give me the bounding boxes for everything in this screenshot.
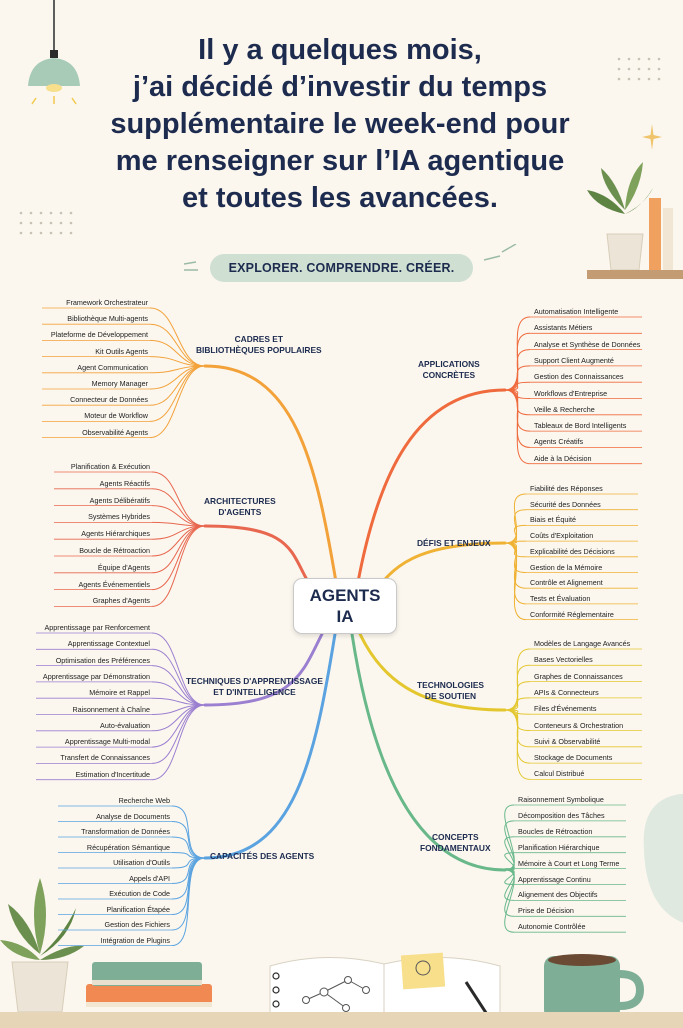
leaf-item: Tests et Évaluation <box>530 593 591 603</box>
leaf-connector <box>150 366 205 405</box>
leaf-item: Planification Étapée <box>106 904 170 914</box>
leaf-item: Apprentissage par Démonstration <box>42 671 150 681</box>
leaf-item: Assistants Métiers <box>534 323 593 333</box>
center-node <box>293 578 397 634</box>
headline-line: supplémentaire le week-end pour <box>110 108 570 140</box>
branch-title-line: ET D'INTELLIGENCE <box>213 687 296 697</box>
branch-title-line: TECHNOLOGIES <box>417 680 485 690</box>
branch-trunk <box>205 526 310 585</box>
leaf-item: Stockage de Documents <box>534 753 613 763</box>
leaf-item: Workflows d'Entreprise <box>534 388 608 398</box>
leaf-item: Mémoire et Rappel <box>89 688 150 698</box>
leaf-item: Apprentissage Continu <box>518 874 591 884</box>
headline-line: et toutes les avancées. <box>182 182 498 214</box>
leaf-item: Décomposition des Tâches <box>518 810 605 820</box>
leaf-item: Alignement des Objectifs <box>518 890 598 900</box>
leaf-connector <box>150 366 205 421</box>
branch-trunk <box>205 366 336 582</box>
branch-trunk <box>205 634 335 858</box>
leaf-item: Sécurité des Données <box>530 499 601 509</box>
leaf-item: APIs & Connecteurs <box>534 687 599 697</box>
leaf-item: Calcul Distribué <box>534 769 585 779</box>
leaf-item: Appels d'API <box>129 873 170 883</box>
leaf-item: Agents Créatifs <box>534 437 584 447</box>
leaf-item: Coûts d'Exploitation <box>530 531 594 541</box>
leaf-item: Framework Orchestrateur <box>66 298 148 307</box>
leaf-item: Conformité Réglementaire <box>530 609 614 619</box>
leaf-item: Modèles de Langage Avancés <box>534 639 631 648</box>
leaf-item: Conteneurs & Orchestration <box>534 720 624 730</box>
branch-title-line: D'AGENTS <box>218 507 262 517</box>
branch-title-line: BIBLIOTHÈQUES POPULAIRES <box>196 345 322 355</box>
branch-title <box>420 832 491 854</box>
leaf-item: Graphes de Connaissances <box>534 671 623 681</box>
leaf-item: Agents Réactifs <box>99 478 150 488</box>
leaf-item: Graphes d'Agents <box>92 596 150 606</box>
leaf-item: Kit Outils Agents <box>95 346 148 356</box>
leaf-item: Apprentissage Multi-modal <box>64 737 150 747</box>
leaf-item: Veille & Recherche <box>534 404 595 414</box>
headline-line: j’ai décidé d’investir du temps <box>132 71 548 103</box>
leaf-connector <box>152 472 205 526</box>
leaf-connector <box>505 821 515 870</box>
leaf-item: Recherche Web <box>118 796 170 805</box>
leaf-item: Boucle de Rétroaction <box>79 546 150 555</box>
leaf-item: Analyse de Documents <box>96 811 170 821</box>
leaf-item: Gestion des Connaissances <box>534 372 624 382</box>
branch-title-line: ARCHITECTURES <box>204 496 276 506</box>
leaf-connector <box>505 382 530 390</box>
leaf-item: Auto-évaluation <box>100 720 150 730</box>
leaf-item: Explicabilité des Décisions <box>530 546 615 556</box>
leaf-connector <box>505 543 526 620</box>
leaf-item: Prise de Décision <box>518 906 574 916</box>
leaf-item: Transformation de Données <box>81 827 170 836</box>
leaf-item: Observabilité Agents <box>82 427 148 437</box>
leaf-item: Aide à la Décision <box>534 453 592 463</box>
leaf-item: Gestion des Fichiers <box>104 920 170 929</box>
leaf-item: Autonomie Contrôlée <box>518 922 586 932</box>
branch-title <box>196 334 322 356</box>
leaf-item: Analyse et Synthèse de Données <box>534 339 641 349</box>
leaf-connector <box>152 526 205 556</box>
leaf-connector <box>152 705 205 780</box>
leaf-item: Transfert de Connaissances <box>60 753 150 763</box>
leaf-item: Intégration de Plugins <box>100 935 170 945</box>
headline-line: Il y a quelques mois, <box>198 34 482 66</box>
branch-title-line: DÉFIS ET ENJEUX <box>417 538 491 548</box>
leaf-item: Utilisation d'Outils <box>113 858 170 867</box>
leaf-item: Agent Communication <box>77 362 148 372</box>
branch-title <box>186 676 323 698</box>
leaf-item: Suivi & Observabilité <box>534 736 601 746</box>
leaf-connector <box>152 489 205 526</box>
leaf-item: Fiabilité des Réponses <box>530 484 603 493</box>
branch-title-line: FONDAMENTAUX <box>420 843 491 853</box>
leaf-item: Support Client Augmenté <box>534 355 614 365</box>
leaf-connector <box>150 366 205 438</box>
leaf-connector <box>152 526 205 590</box>
tagline: EXPLORER. COMPRENDRE. CRÉER. <box>210 254 473 282</box>
leaf-item: Planification Hiérarchique <box>518 842 600 852</box>
leaf-item: Memory Manager <box>91 379 148 388</box>
branch-title-line: CAPACITÉS DES AGENTS <box>210 851 315 861</box>
leaf-item: Connecteur de Données <box>70 395 148 405</box>
leaf-item: Plateforme de Développement <box>50 330 148 340</box>
branch-title-line: DE SOUTIEN <box>424 691 477 701</box>
leaf-connector <box>152 526 205 606</box>
leaf-item: Agents Délibératifs <box>89 495 150 505</box>
leaf-item: Biais et Équité <box>530 515 576 525</box>
leaf-item: Gestion de la Mémoire <box>530 562 603 572</box>
headline-line: me renseigner sur l’IA agentique <box>115 145 565 177</box>
leaf-item: Apprentissage par Renforcement <box>44 623 150 632</box>
branch-trunk <box>358 390 505 582</box>
leaf-item: Estimation d'Incertitude <box>75 769 150 779</box>
leaf-item: Récupération Sémantique <box>86 842 170 852</box>
leaf-item: Agents Hiérarchiques <box>81 529 150 539</box>
branch-title-line: APPLICATIONS <box>418 359 480 369</box>
leaf-item: Optimisation des Préférences <box>55 655 150 665</box>
branch-title-line: CONCEPTS <box>432 832 479 842</box>
center-node-line: IA <box>336 607 354 626</box>
branch-title <box>417 680 484 702</box>
branch-title <box>418 359 480 381</box>
leaf-item: Raisonnement Symbolique <box>518 795 604 804</box>
leaf-item: Équipe d'Agents <box>97 562 150 572</box>
leaf-item: Mémoire à Court et Long Terme <box>518 858 620 868</box>
leaf-item: Apprentissage Contextuel <box>67 639 150 649</box>
leaf-item: Systèmes Hybrides <box>88 512 150 522</box>
leaf-item: Moteur de Workflow <box>84 411 148 421</box>
leaf-item: Contrôle et Alignement <box>530 578 603 588</box>
leaf-item: Bibliothèque Multi-agents <box>67 314 148 324</box>
branch-title-line: CONCRÈTES <box>422 370 476 380</box>
branch-title <box>204 496 276 518</box>
leaf-item: Planification & Exécution <box>70 462 150 471</box>
leaf-item: Files d'Événements <box>534 704 597 714</box>
leaf-connector <box>172 806 205 858</box>
leaf-item: Automatisation Intelligente <box>534 307 619 316</box>
leaf-item: Raisonnement à Chaîne <box>72 704 150 714</box>
leaf-item: Tableaux de Bord Intelligents <box>534 421 627 431</box>
leaf-connector <box>505 525 526 543</box>
branch-title-line: CADRES ET <box>234 334 284 344</box>
branch-title <box>417 538 491 549</box>
leaf-item: Bases Vectorielles <box>534 655 593 665</box>
leaf-item: Exécution de Code <box>109 889 170 898</box>
branch-title-line: TECHNIQUES D'APPRENTISSAGE <box>186 676 323 686</box>
leaf-item: Agents Événementiels <box>78 579 150 589</box>
leaf-item: Boucles de Rétroaction <box>518 826 593 836</box>
center-node-line: AGENTS <box>309 586 381 605</box>
branch-title <box>210 851 314 862</box>
